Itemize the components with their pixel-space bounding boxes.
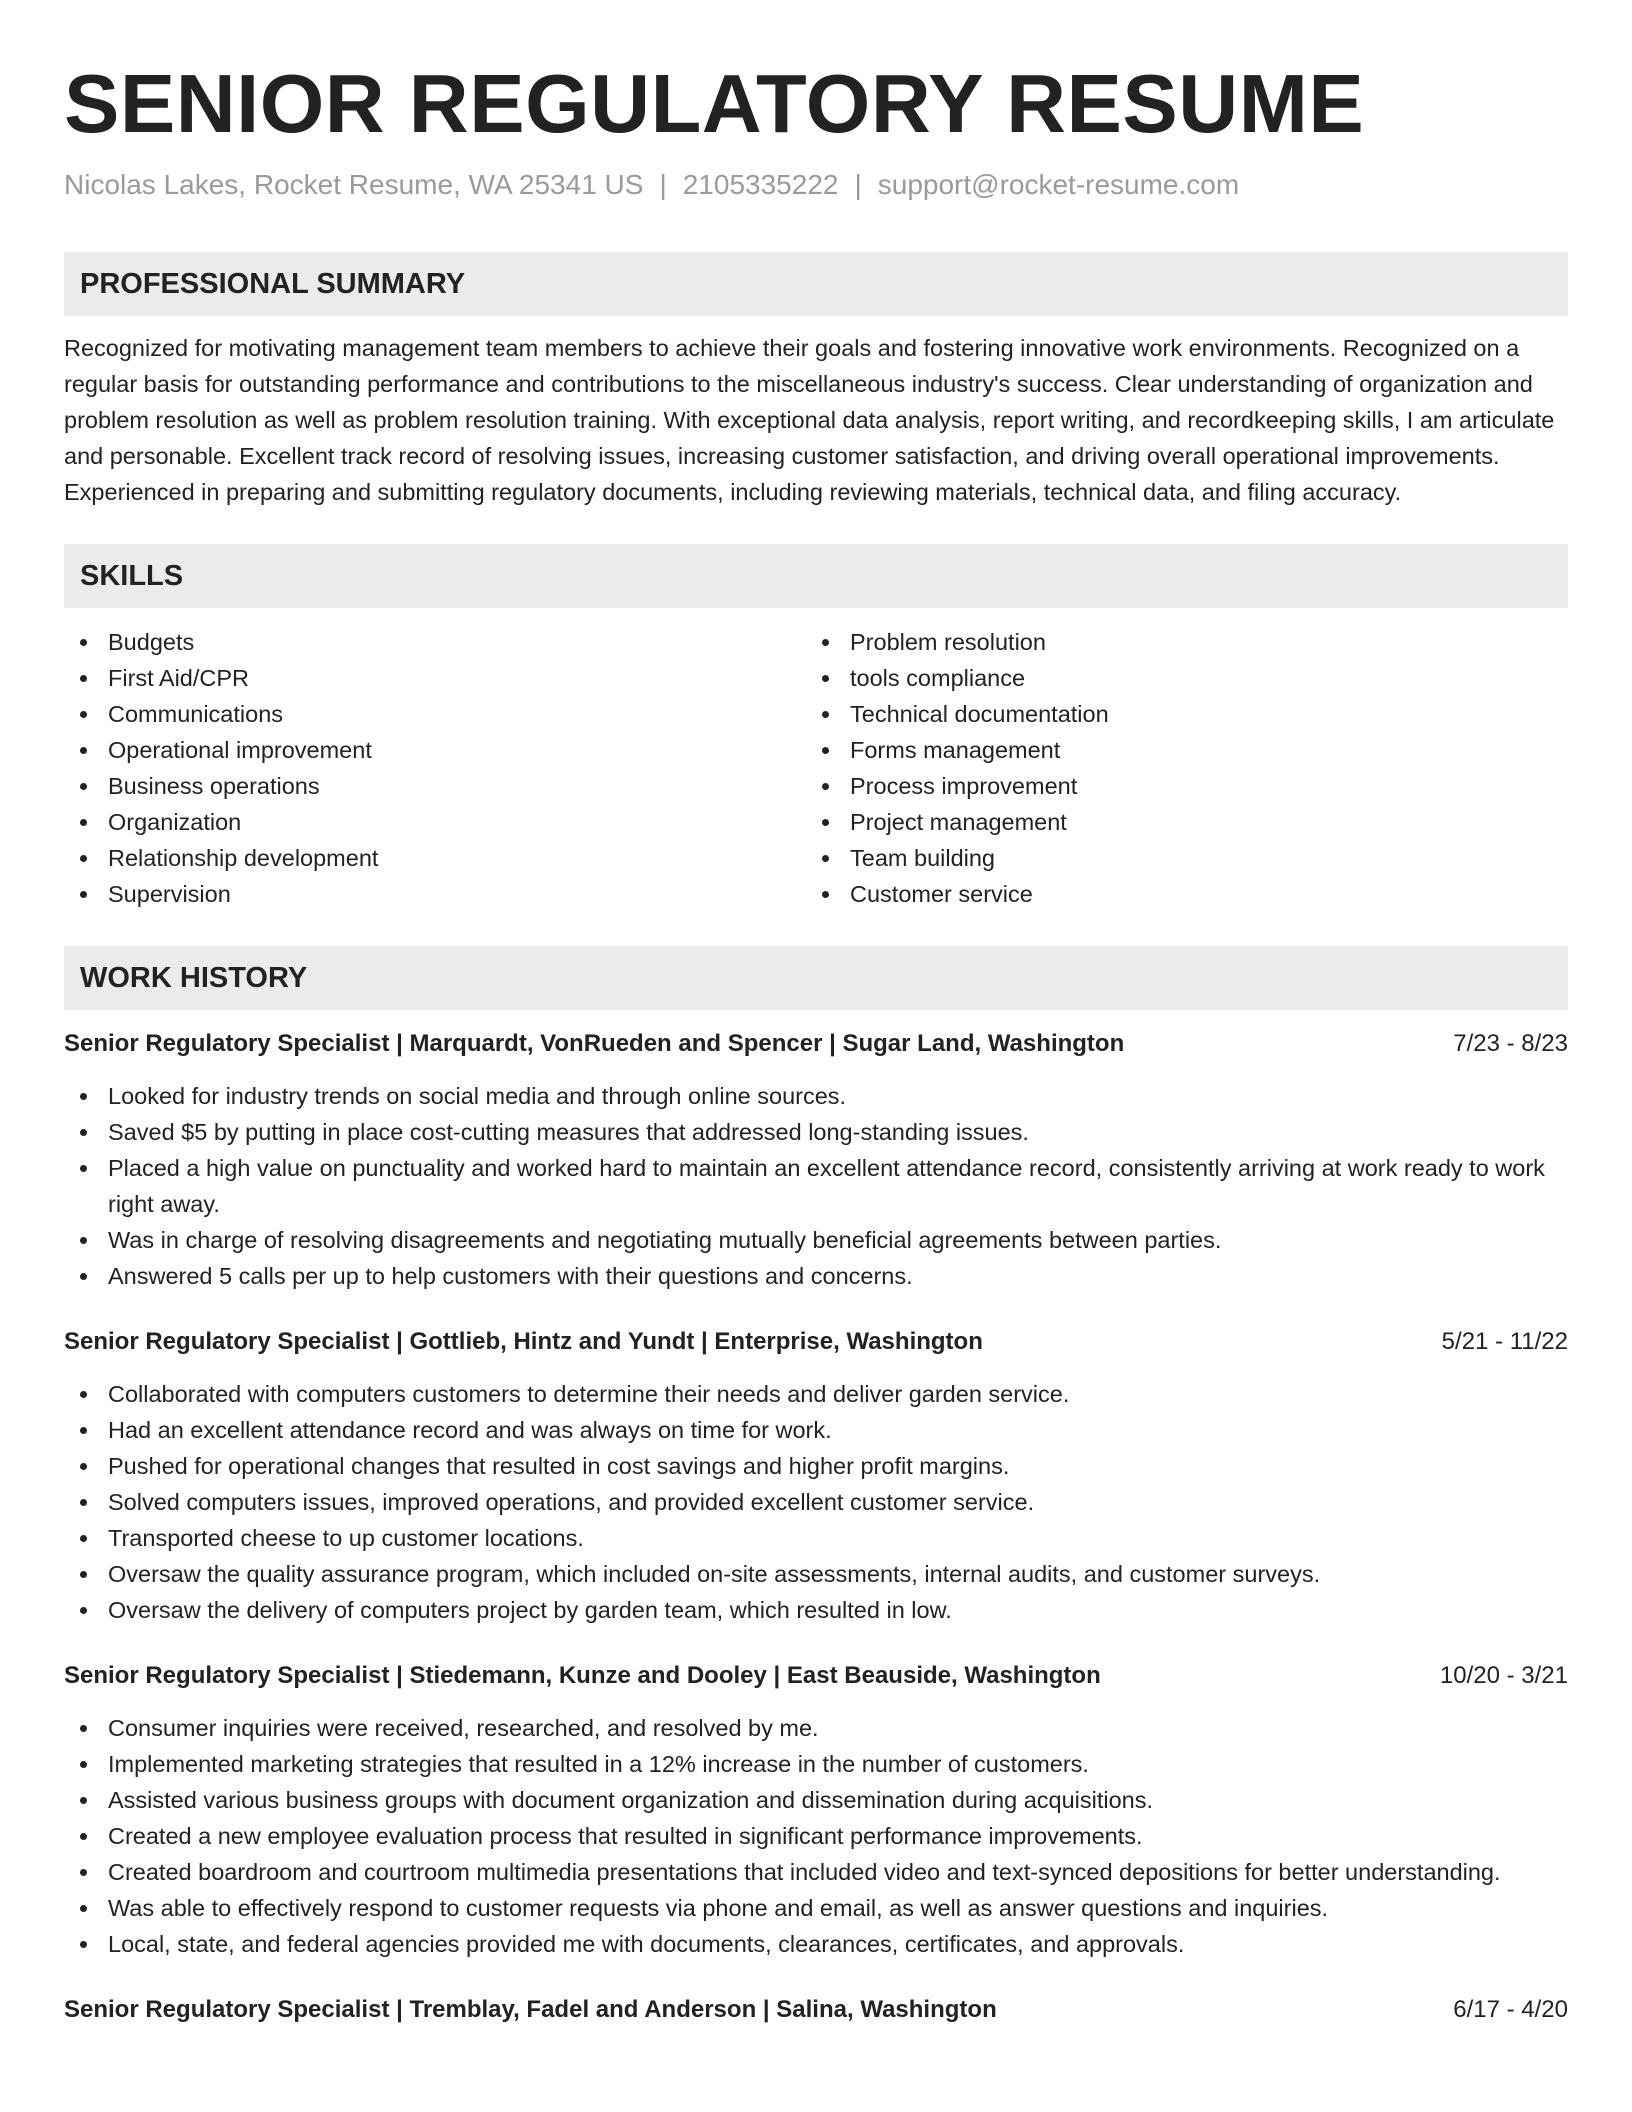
resume-page (64, 0, 1568, 2028)
job-bullet: Had an excellent attendance record and was always on time for work. (64, 1412, 1568, 1448)
skill-item: First Aid/CPR (64, 660, 806, 696)
skills-list (64, 624, 1568, 912)
job-header (64, 1324, 1568, 1360)
job-bullet: Transported cheese to up customer locations. (64, 1520, 1568, 1556)
skills-heading: SKILLS (64, 544, 1568, 608)
job-bullet: Pushed for operational changes that resulted in cost savings and higher profit margins. (64, 1448, 1568, 1484)
skill-item: Forms management (806, 732, 1548, 768)
job-bullet: Local, state, and federal agencies provided me with documents, clearances, certificates, and approvals. (64, 1926, 1568, 1962)
work-history-heading: WORK HISTORY (64, 946, 1568, 1010)
job-bullet: Collaborated with computers customers to determine their needs and deliver garden service. (64, 1376, 1568, 1412)
job-bullet: Was in charge of resolving disagreements and negotiating mutually beneficial agreements between parties. (64, 1222, 1568, 1258)
skills-column-right (806, 624, 1548, 912)
summary-heading: PROFESSIONAL SUMMARY (64, 252, 1568, 316)
skills-column-left (64, 624, 806, 912)
job-dates: 7/23 - 8/23 (1453, 1030, 1568, 1057)
job-bullet: Solved computers issues, improved operations, and provided excellent customer service. (64, 1484, 1568, 1520)
job-bullet: Was able to effectively respond to customer requests via phone and email, as well as answer questions and inquiries. (64, 1890, 1568, 1926)
job-bullet: Created boardroom and courtroom multimedia presentations that included video and text-synced depositions for better understanding. (64, 1854, 1568, 1890)
job-header (64, 1658, 1568, 1694)
contact-address: Nicolas Lakes, Rocket Resume, WA 25341 US (64, 169, 644, 200)
job-dates: 6/17 - 4/20 (1453, 1996, 1568, 2023)
contact-email: support@rocket-resume.com (877, 169, 1240, 200)
job-bullet: Consumer inquiries were received, researched, and resolved by me. (64, 1710, 1568, 1746)
skill-item: Budgets (64, 624, 806, 660)
skill-item: tools compliance (806, 660, 1548, 696)
job-bullet: Saved $5 by putting in place cost-cutting measures that addressed long-standing issues. (64, 1114, 1568, 1150)
job-entry (64, 1992, 1568, 2028)
job-entry (64, 1324, 1568, 1628)
contact-separator: | (854, 169, 862, 200)
skill-item: Supervision (64, 876, 806, 912)
skill-item: Relationship development (64, 840, 806, 876)
skill-item: Operational improvement (64, 732, 806, 768)
skill-item: Organization (64, 804, 806, 840)
skill-item: Business operations (64, 768, 806, 804)
job-bullets (64, 1710, 1568, 1962)
skill-item: Technical documentation (806, 696, 1548, 732)
job-bullet: Oversaw the quality assurance program, which included on-site assessments, internal audits, and customer surveys. (64, 1556, 1568, 1592)
job-bullet: Oversaw the delivery of computers project by garden team, which resulted in low. (64, 1592, 1568, 1628)
job-dates: 10/20 - 3/21 (1439, 1662, 1568, 1689)
job-entry (64, 1658, 1568, 1962)
contact-line (64, 168, 1568, 202)
contact-separator: | (659, 169, 667, 200)
job-bullet: Assisted various business groups with document organization and dissemination during acquisitions. (64, 1782, 1568, 1818)
skill-item: Process improvement (806, 768, 1548, 804)
contact-phone: 2105335222 (682, 169, 839, 200)
job-title: Senior Regulatory Specialist | Gottlieb, Hintz and Yundt | Enterprise, Washington (64, 1328, 983, 1355)
job-header (64, 1992, 1568, 2028)
job-entry (64, 1026, 1568, 1294)
skill-item: Communications (64, 696, 806, 732)
job-bullet: Implemented marketing strategies that resulted in a 12% increase in the number of customers. (64, 1746, 1568, 1782)
job-dates: 5/21 - 11/22 (1441, 1328, 1568, 1355)
job-title: Senior Regulatory Specialist | Stiedemann, Kunze and Dooley | East Beauside, Washington (64, 1662, 1101, 1689)
job-title: Senior Regulatory Specialist | Tremblay, Fadel and Anderson | Salina, Washington (64, 1996, 997, 2023)
job-bullets (64, 1376, 1568, 1628)
skill-item: Project management (806, 804, 1548, 840)
job-bullet: Placed a high value on punctuality and worked hard to maintain an excellent attendance record, consistently arriving at work ready to work right away. (64, 1150, 1568, 1222)
job-bullet: Answered 5 calls per up to help customers with their questions and concerns. (64, 1258, 1568, 1294)
job-header (64, 1026, 1568, 1062)
job-bullet: Looked for industry trends on social media and through online sources. (64, 1078, 1568, 1114)
skill-item: Team building (806, 840, 1548, 876)
resume-title: SENIOR REGULATORY RESUME (64, 57, 1365, 150)
summary-text: Recognized for motivating management team members to achieve their goals and fostering innovative work environments. Recognized on a regular basis for outstanding performance and contributions to the miscellaneous industry's success. Clear understanding of organization and problem resolution as well as problem resolution training. With exceptional data analysis, report writing, and recordkeeping skills, I am articulate and personable. Excellent track record of resolving issues, increasing customer satisfaction, and driving overall operational improvements. Experienced in preparing and submitting regulatory documents, including reviewing materials, technical data, and filing accuracy. (64, 335, 1555, 505)
job-title: Senior Regulatory Specialist | Marquardt, VonRueden and Spencer | Sugar Land, Washington (64, 1030, 1125, 1057)
job-bullet: Created a new employee evaluation process that resulted in significant performance improvements. (64, 1818, 1568, 1854)
job-bullets (64, 1078, 1568, 1294)
skill-item: Customer service (806, 876, 1548, 912)
skill-item: Problem resolution (806, 624, 1548, 660)
